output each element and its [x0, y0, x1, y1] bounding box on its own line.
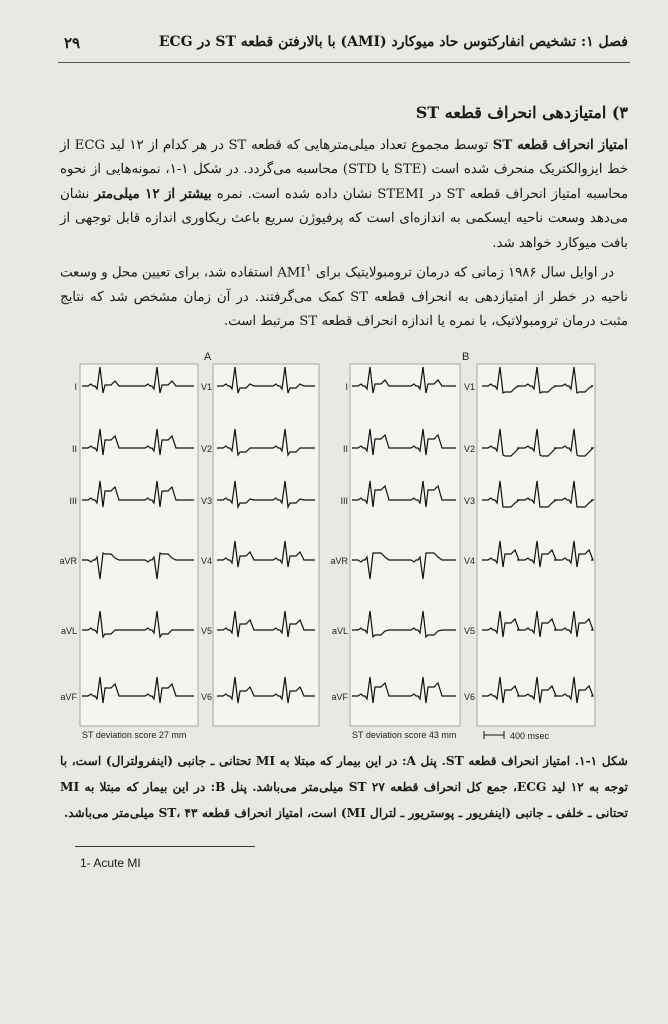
lead-label-a-aVF: aVF: [60, 692, 77, 702]
lead-label-a-V6: V6: [200, 692, 212, 702]
ecg-figure: [59, 348, 610, 744]
lead-label-a-I: I: [74, 382, 77, 392]
panel-a-limb-grid: [80, 364, 198, 726]
paragraph-2-text-b: استفاده شد، برای تعیین محل و وسعت ناحیه در خطر از امتیازدهی به انحراف قطعه ST کمک می‌گرفتند. در آن زمان مشخص شد که نتایج مثبت درمان ترومبولاتیک، با نمره یا اندازه انحراف قطعه ST مرتبط است.: [60, 265, 628, 330]
body-text: [60, 134, 628, 335]
lead-label-b-aVF: aVF: [331, 692, 348, 702]
section-title: ۳) امتیازدهی انحراف قطعه ST: [415, 103, 628, 122]
paragraph-2: [60, 256, 628, 335]
footnote-divider: [75, 846, 255, 847]
panel-a-precordial-grid: [213, 364, 319, 726]
lead-label-a-V2: V2: [200, 444, 212, 454]
lead-label-b-III: III: [340, 496, 348, 506]
lead-label-a-V3: V3: [200, 496, 212, 506]
chapter-title: فصل ۱: تشخیص انفارکتوس حاد میوکارد (AMI) با بالارفتن قطعه ST در ECG: [158, 34, 628, 50]
lead-label-b-aVL: aVL: [331, 626, 348, 636]
score-a: ST deviation score 27 mm: [82, 730, 187, 740]
lead-label-a-aVR: aVR: [59, 556, 77, 566]
figure-caption: شکل ۱-۱. امتیاز انحراف قطعه ST. پنل A: در این بیمار که مبتلا به MI تحتانی ـ جانبی (اینفرولترال) است، با توجه به ۱۲ لید ECG، جمع کل انحراف قطعه ST ۲۷ میلی‌متر می‌باشد. پنل B: در این بیمار که مبتلا به MI تحتانی ـ خلفی ـ جانبی (اینفریور ـ پوستریور ـ لترال MI) است، امتیاز انحراف قطعه ST، ۴۳ میلی‌متر می‌باشد.: [60, 754, 629, 820]
lead-label-a-V1: V1: [200, 382, 212, 392]
paragraph-1-text-a: توسط مجموع تعداد میلی‌مترهایی که قطعه ST در هر کدام از ۱۲ لید ECG از خط ایزوالکتریک منحرف شده است (STE یا STD) محاسبه می‌گردد. در شکل ۱-۱، نمونه‌هایی از نحوه محاسبه امتیاز انحراف قطعه ST در STEMI نشان داده شده است. نمره: [60, 138, 628, 202]
paragraph-1-text-b: نشان می‌دهد وسعت ناحیه ایسکمی به اندازه‌ای است که پرفیوژن سریع باعث ریکاوری اندازه قابل توجهی از بافت میوکارد خواهد شد.: [60, 186, 628, 251]
lead-label-b-I: I: [345, 382, 348, 392]
footnote-marker: ۱: [305, 261, 312, 275]
lead-label-a-II: II: [71, 444, 77, 454]
lead-label-b-V1: V1: [463, 382, 475, 392]
paragraph-2-text-a: در اوایل سال ۱۹۸۶ زمانی که درمان ترومبولایتیک برای AMI: [277, 265, 614, 281]
page-number: ۲۹: [64, 34, 81, 52]
paragraph-1: [60, 134, 628, 256]
lead-label-a-aVL: aVL: [60, 626, 77, 636]
lead-label-a-V4: V4: [200, 556, 212, 566]
term-bold: امتیاز انحراف قطعه ST: [492, 138, 628, 153]
lead-label-b-V2: V2: [463, 444, 475, 454]
panel-b-limb-grid: [350, 364, 460, 726]
time-scale-label: 400 msec: [510, 731, 550, 741]
score-b: ST deviation score 43 mm: [352, 730, 457, 740]
footnote: 1- Acute MI: [80, 856, 141, 870]
lead-label-b-II: II: [342, 444, 348, 454]
threshold-bold: بیشتر از ۱۲ میلی‌متر: [94, 186, 212, 202]
panel-a-label: A: [204, 351, 212, 363]
lead-label-b-V4: V4: [463, 556, 475, 566]
lead-label-b-V3: V3: [463, 496, 475, 506]
header-divider: [58, 62, 630, 63]
lead-label-b-V5: V5: [463, 626, 475, 636]
panel-b-label: B: [462, 351, 470, 363]
lead-label-b-V6: V6: [463, 692, 475, 702]
lead-label-a-V5: V5: [200, 626, 212, 636]
lead-label-b-aVR: aVR: [330, 556, 348, 566]
lead-label-a-III: III: [69, 496, 77, 506]
